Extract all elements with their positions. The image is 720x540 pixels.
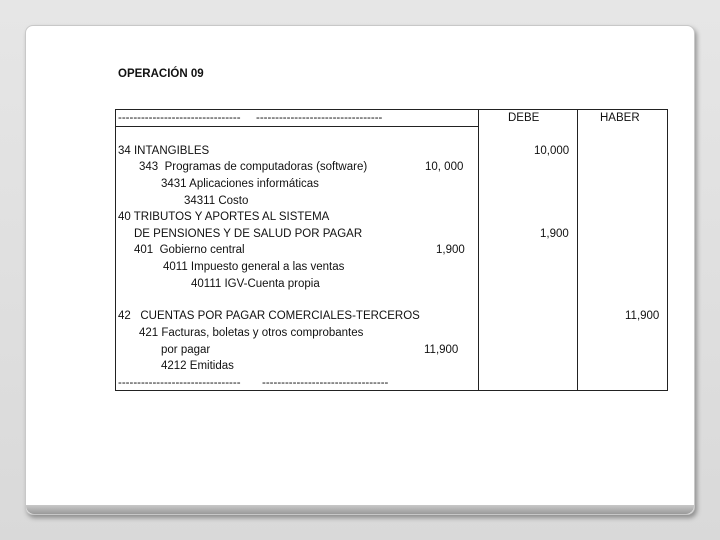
account-line: 3431 Aplicaciones informáticas — [161, 178, 319, 190]
account-line: por pagar — [161, 344, 211, 356]
account-line: 34311 Costo — [184, 195, 249, 207]
account-line: 4011 Impuesto general a las ventas — [163, 261, 345, 273]
haber-header: HABER — [600, 112, 640, 124]
haber-amount: 11,900 — [625, 310, 660, 322]
slide-footer-bar — [26, 505, 694, 514]
account-line: 42 CUENTAS POR PAGAR COMERCIALES-TERCEROS — [118, 310, 420, 322]
divider-detail-debe — [478, 109, 479, 391]
account-line: 34 INTANGIBLES — [118, 145, 210, 157]
slide — [25, 25, 695, 515]
divider-debe-haber — [577, 109, 578, 391]
account-line: 40111 IGV-Cuenta propia — [191, 278, 320, 290]
account-line: 343 Programas de computadoras (software) — [139, 161, 368, 173]
account-line: 421 Facturas, boletas y otros comprobantes — [139, 327, 364, 339]
journal-entry-table — [115, 109, 668, 391]
debe-amount: 1,900 — [540, 228, 569, 240]
header-underline — [116, 126, 478, 127]
detail-amount: 1,900 — [436, 244, 465, 256]
debe-header: DEBE — [508, 112, 540, 124]
account-line: 4212 Emitidas — [161, 360, 234, 372]
account-line: 40 TRIBUTOS Y APORTES AL SISTEMA — [118, 211, 330, 223]
detail-amount: 10, 000 — [425, 161, 464, 173]
dashes-top-right: --------------------------------- — [256, 112, 383, 124]
account-line: DE PENSIONES Y DE SALUD POR PAGAR — [134, 228, 363, 240]
dashes-top-left: -------------------------------- — [118, 112, 241, 124]
detail-amount: 11,900 — [424, 344, 459, 356]
dashes-bottom-right: --------------------------------- — [262, 377, 389, 389]
debe-amount: 10,000 — [534, 145, 570, 157]
operation-title: OPERACIÓN 09 — [118, 68, 204, 80]
dashes-bottom-left: -------------------------------- — [118, 377, 241, 389]
account-line: 401 Gobierno central — [134, 244, 245, 256]
